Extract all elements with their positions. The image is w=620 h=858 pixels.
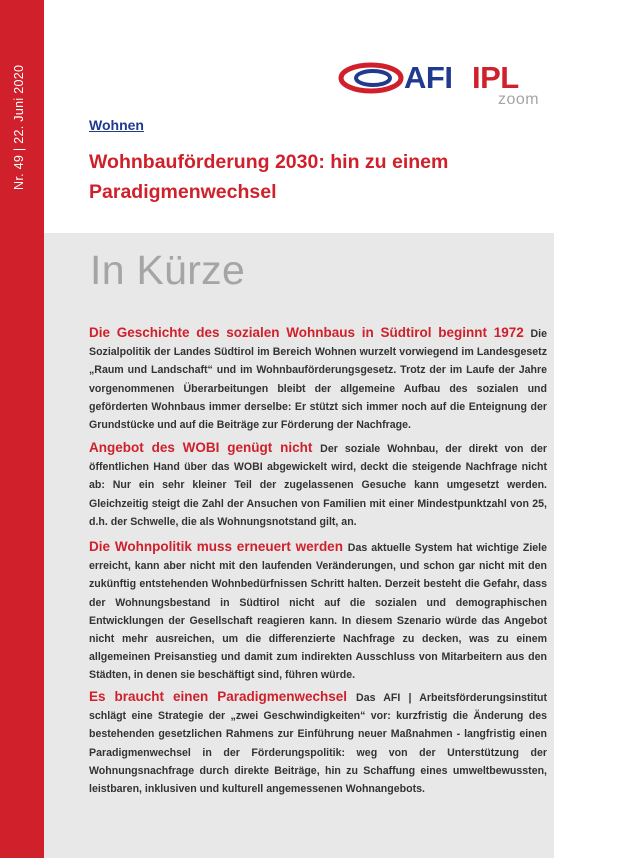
logo-afi-text: AFI [404, 60, 453, 95]
summary-section [89, 538, 547, 685]
section-lead: Die Wohnpolitik muss erneuert werden [89, 539, 348, 554]
section-body: Das AFI | Arbeitsförderungsinstitut schlägt eine Strategie der „zwei Geschwindigkeiten“ vor: kurzfristig die Änderung des bestehenden gesetzlichen Rahmens zur Einführung neuer Maßnahmen - langfristig einen Paradigmenwechsel in der Förderungspolitik: weg von der Unterstützung der Wohnungsnachfrage durch direkte Beiträge, hin zu Schaffung eines umweltbewussten, leistbaren, inklusiven und kulturell angemessenen Wohnangebots. [89, 692, 547, 796]
category-link[interactable]: Wohnen [89, 117, 144, 133]
afi-ipl-zoom-logo [338, 58, 538, 114]
summary-section [89, 688, 547, 798]
page-title: Wohnbauförderung 2030: hin zu einem Paradigmenwechsel [89, 151, 449, 203]
red-sidebar [0, 0, 44, 858]
section-lead: Angebot des WOBI genügt nicht [89, 440, 321, 455]
section-body: Das aktuelle System hat wichtige Ziele erreicht, kann aber nicht mit den laufenden Veränderungen, und schon gar nicht mit den zukünftig entstehenden Wohnbedürfnissen Schritt halten. Derzeit besteht die Gefahr, dass der Wohnungsbestand in Südtirol nicht auf die sozialen und demographischen Entwicklungen der Gesellschaft reagieren kann. In diesem Szenario würde das Angebot nicht mehr ausreichen, um die differenzierte Nachfrage zu decken, was zu einem allgemeinen Preisanstieg und damit zum indirekten Ausschluss von Mitarbeitern aus den Städten, in denen sie beschäftigt sind, führen würde. [89, 542, 547, 682]
section-lead: Die Geschichte des sozialen Wohnbaus in Südtirol beginnt 1972 [89, 325, 531, 340]
summary-section [89, 439, 547, 531]
logo-swoosh-icon [338, 58, 404, 98]
issue-label: Nr. 49 | 22. Juni 2020 [12, 64, 26, 190]
section-body: Der soziale Wohnbau, der direkt von der öffentlichen Hand über das WOBI abgewickelt wird, deckt die steigende Nachfrage nicht ab: Nur ein sehr kleiner Teil der zugelassenen Gesuche kann umgesetzt werden. Gleichzeitig steigt die Zahl der Ansuchen von Familien mit einer Mindestpunktzahl von 25, d.h. der Schwelle, die als Wohnungsnotstand gilt, an. [89, 443, 547, 528]
section-lead: Es braucht einen Paradigmenwechsel [89, 689, 357, 704]
logo-ipl-text: IPL [472, 60, 519, 95]
section-body: Die Sozialpolitik der Landes Südtirol im Bereich Wohnen wurzelt vorwiegend im Landesgesetz „Raum und Landschaft“ und im Wohnbauförderungsgesetz. Trotz der im Laufe der Jahre vorgenommenen Überarbeitungen bleibt der allgemeine Aufbau des sozialen und geförderten Wohnbaus immer derselbe: Er stützt sich immer noch auf die Enteignung der Grundstücke und auf die Beiträge zur Förderung der Nachfrage. [89, 328, 547, 432]
summary-section [89, 324, 547, 434]
summary-heading: In Kürze [90, 247, 246, 293]
logo-zoom-text: zoom [498, 91, 540, 108]
